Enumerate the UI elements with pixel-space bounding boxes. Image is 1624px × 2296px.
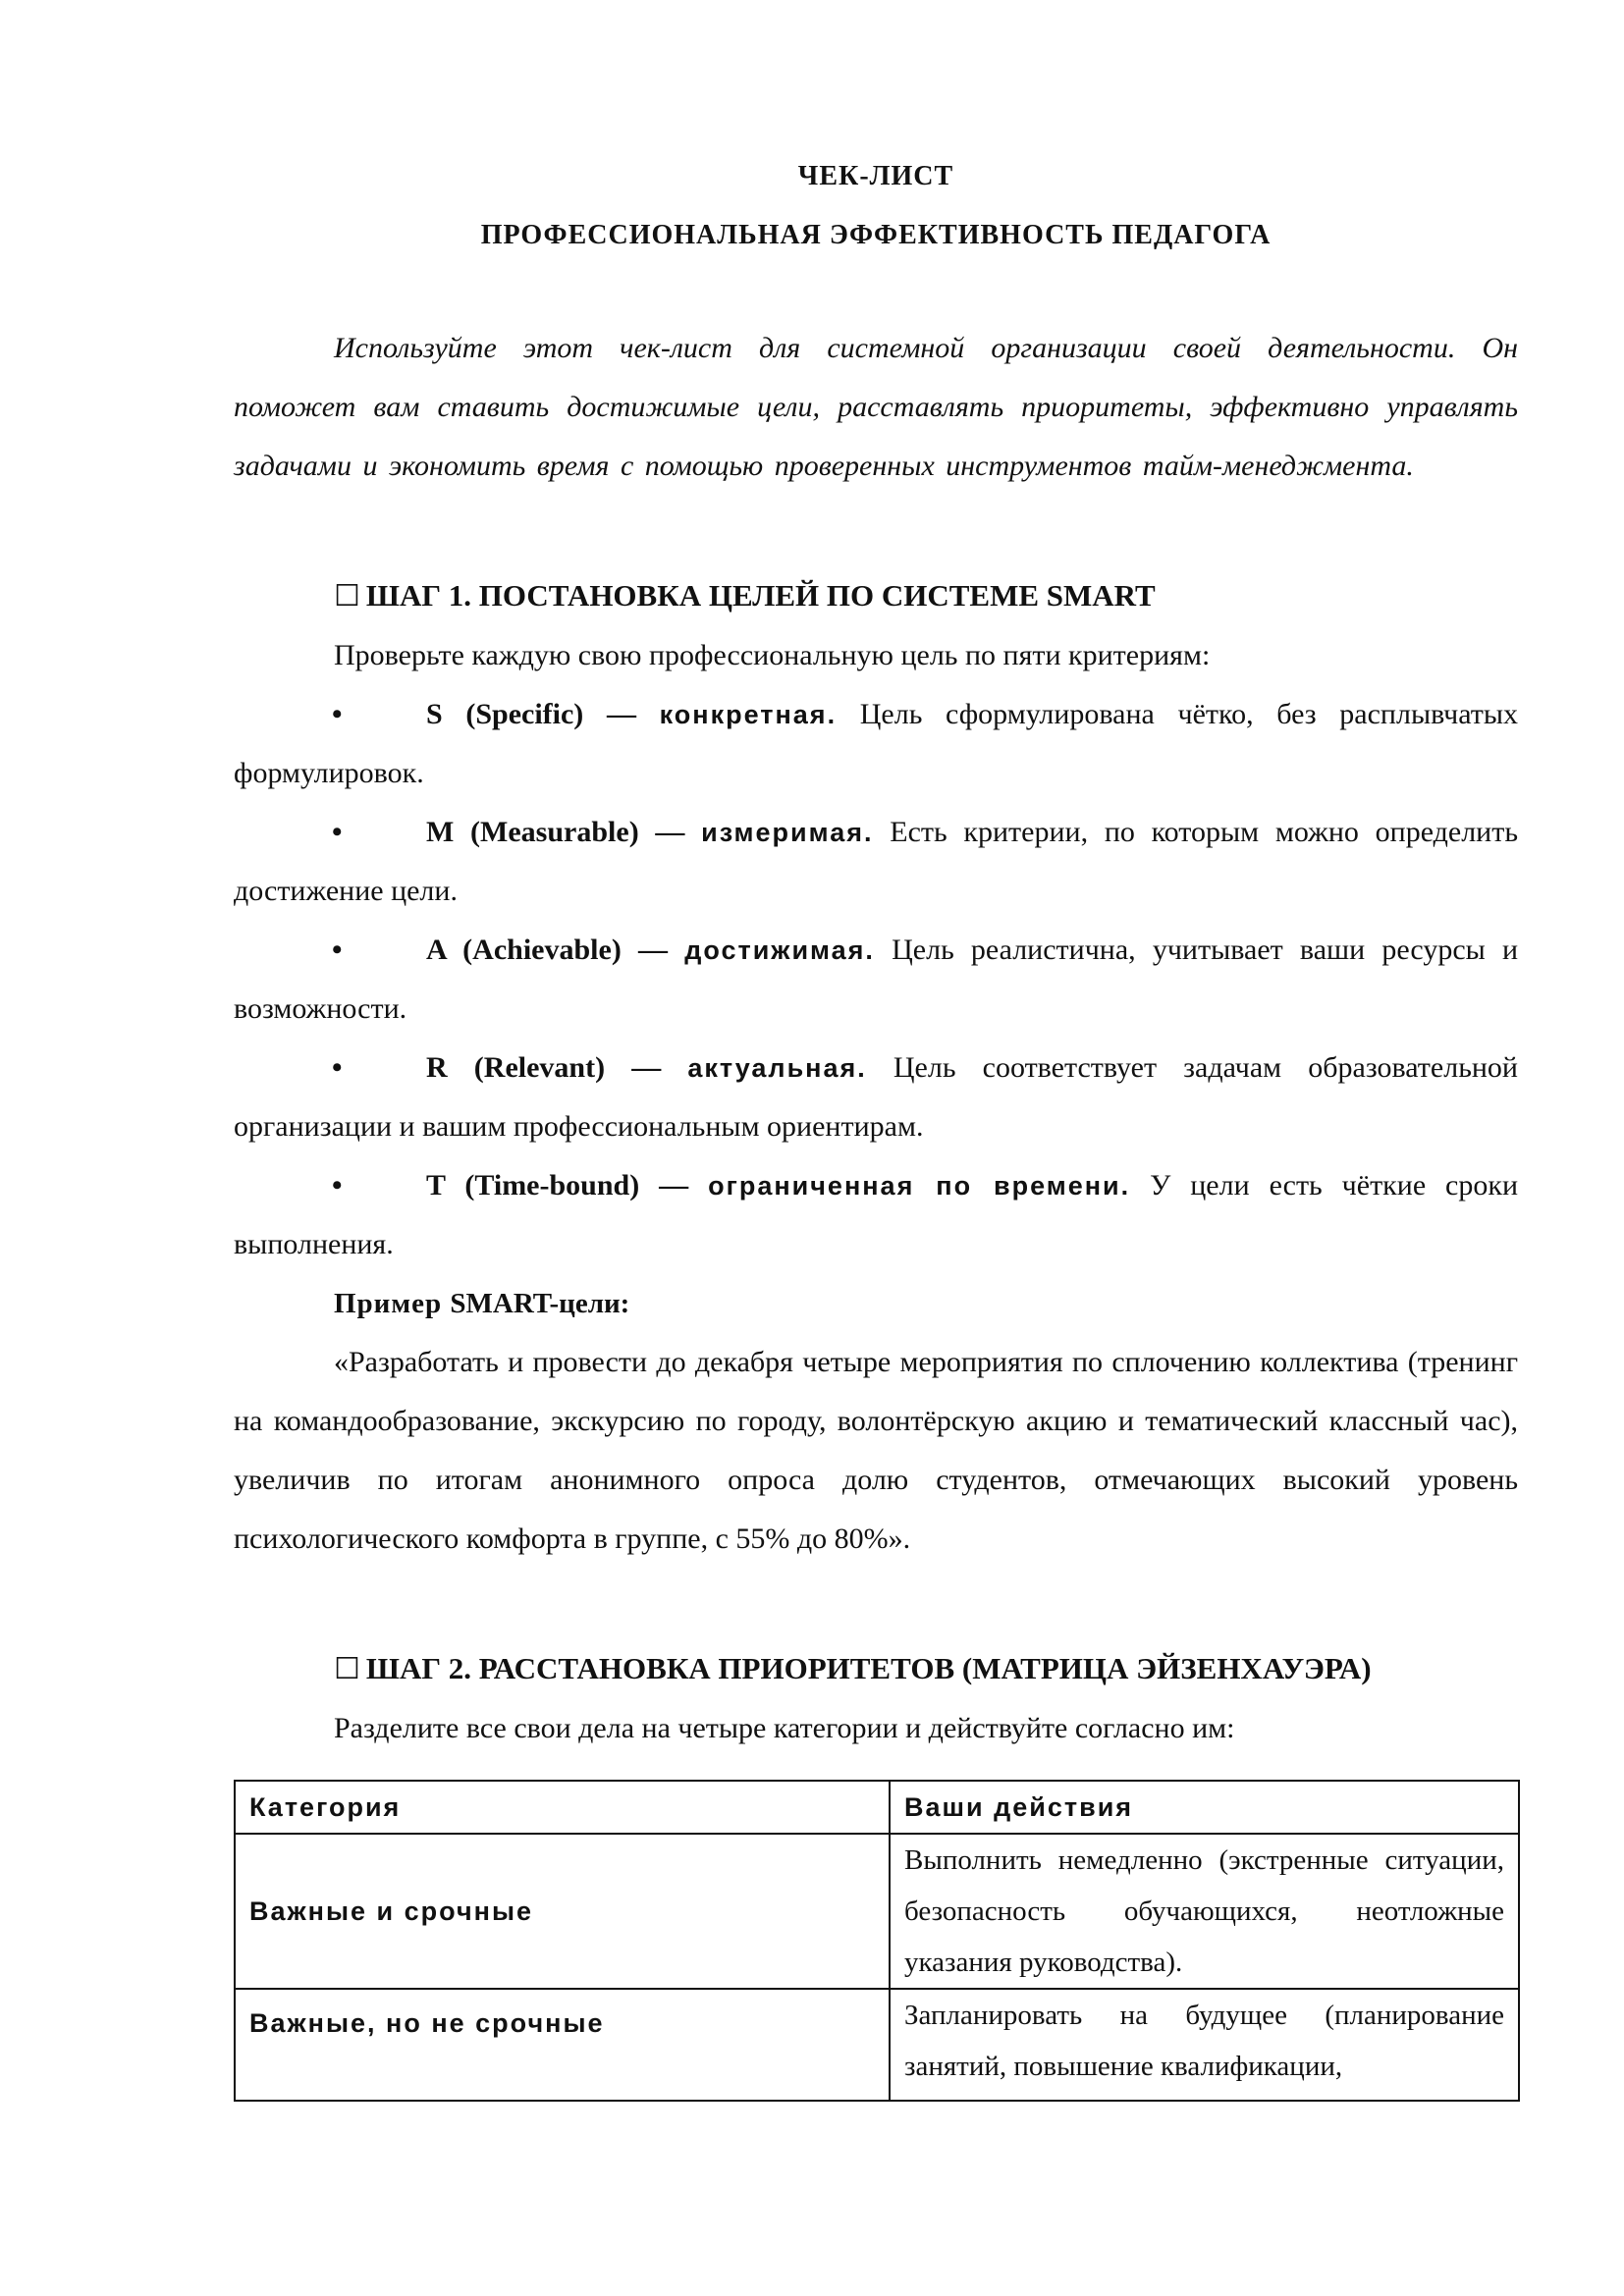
criterion-term-ru: достижимая.	[684, 935, 875, 965]
criterion-term-ru: конкретная.	[659, 700, 838, 729]
category-cell: Важные и срочные	[235, 1834, 890, 1989]
criterion-term-ru: актуальная.	[687, 1053, 867, 1083]
action-cell: Запланировать на будущее (планирование занятий, повышение квалификации,	[890, 1989, 1519, 2101]
step1-checkbox-icon[interactable]: ☐	[334, 579, 360, 614]
step2-lead: Разделите все свои дела на четыре категории и действуйте согласно им:	[334, 1712, 1235, 1744]
criterion-term: T (Time-bound) —	[426, 1169, 689, 1201]
bullet-icon: •	[332, 934, 343, 966]
eisenhower-matrix-table	[234, 1780, 1520, 2102]
example-label-latin: SMART-цели:	[450, 1288, 630, 1319]
criterion-text: Цель реалистична, учитывает ваши ресурсы и возможности.	[234, 934, 1519, 1025]
criterion-term-ru: ограниченная по времени.	[708, 1171, 1131, 1201]
criterion-term: R (Relevant) —	[426, 1051, 662, 1084]
bullet-icon: •	[332, 1051, 343, 1084]
list-item	[234, 1156, 1518, 1274]
criterion-term-ru: измеримая.	[701, 818, 874, 847]
table-row	[235, 1989, 1519, 2101]
bullet-icon: •	[332, 816, 343, 848]
criterion-term: M (Measurable) —	[426, 816, 685, 848]
step1-heading-text: ШАГ 1. ПОСТАНОВКА ЦЕЛЕЙ ПО СИСТЕМЕ SMART	[365, 578, 1156, 613]
criterion-text: Есть критерии, по которым можно определить достижение цели.	[234, 816, 1519, 907]
bullet-icon: •	[332, 698, 343, 730]
column-header-category: Категория	[235, 1781, 890, 1834]
smart-criteria-list	[234, 685, 1518, 1274]
example-label-ru: Пример	[334, 1288, 443, 1319]
step2-checkbox-icon[interactable]: ☐	[334, 1652, 360, 1686]
step2-heading-text: ШАГ 2. РАССТАНОВКА ПРИОРИТЕТОВ (МАТРИЦА ЭЙЗЕНХАУЭРА)	[365, 1651, 1372, 1685]
column-header-actions: Ваши действия	[890, 1781, 1519, 1834]
table-row	[235, 1834, 1519, 1989]
action-cell: Выполнить немедленно (экстренные ситуации, безопасность обучающихся, неотложные указания руководства).	[890, 1834, 1519, 1989]
criterion-term: S (Specific) —	[426, 698, 636, 730]
criterion-text: Цель сформулирована чётко, без расплывчатых формулировок.	[234, 698, 1519, 789]
list-item	[234, 803, 1518, 921]
category-cell: Важные, но не срочные	[235, 1989, 890, 2101]
list-item	[234, 1039, 1518, 1156]
step1-heading	[234, 566, 1518, 626]
document-title-line2: ПРОФЕССИОНАЛЬНАЯ ЭФФЕКТИВНОСТЬ ПЕДАГОГА	[480, 220, 1272, 250]
intro-paragraph: Используйте этот чек-лист для системной организации своей деятельности. Он поможет вам ставить достижимые цели, расставлять приоритеты, эффективно управлять задачами и экономить время с помощью проверенных инструментов тайм-менеджмента.	[234, 332, 1518, 482]
criterion-text: У цели есть чёткие сроки выполнения.	[234, 1169, 1519, 1260]
list-item	[234, 685, 1518, 803]
example-quote: «Разработать и провести до декабря четыре мероприятия по сплочению коллектива (тренинг на командообразование, экскурсию по городу, волонтёрскую акцию и тематический классный час), увеличив по итогам анонимного опроса долю студентов, отмечающих высокий уровень психологического комфорта в группе, с 55% до 80%».	[234, 1346, 1518, 1555]
document-title-line1: ЧЕК-ЛИСТ	[797, 161, 954, 191]
step2-heading	[234, 1639, 1518, 1699]
step1-lead: Проверьте каждую свою профессиональную цель по пяти критериям:	[334, 639, 1211, 671]
document-page	[234, 147, 1518, 2102]
list-item	[234, 921, 1518, 1039]
criterion-text: Цель соответствует задачам образовательной организации и вашим профессиональным ориентирам.	[234, 1051, 1518, 1143]
criterion-term: A (Achievable) —	[426, 934, 668, 966]
bullet-icon: •	[332, 1169, 343, 1201]
table-header-row	[235, 1781, 1519, 1834]
example-label	[234, 1274, 1518, 1333]
